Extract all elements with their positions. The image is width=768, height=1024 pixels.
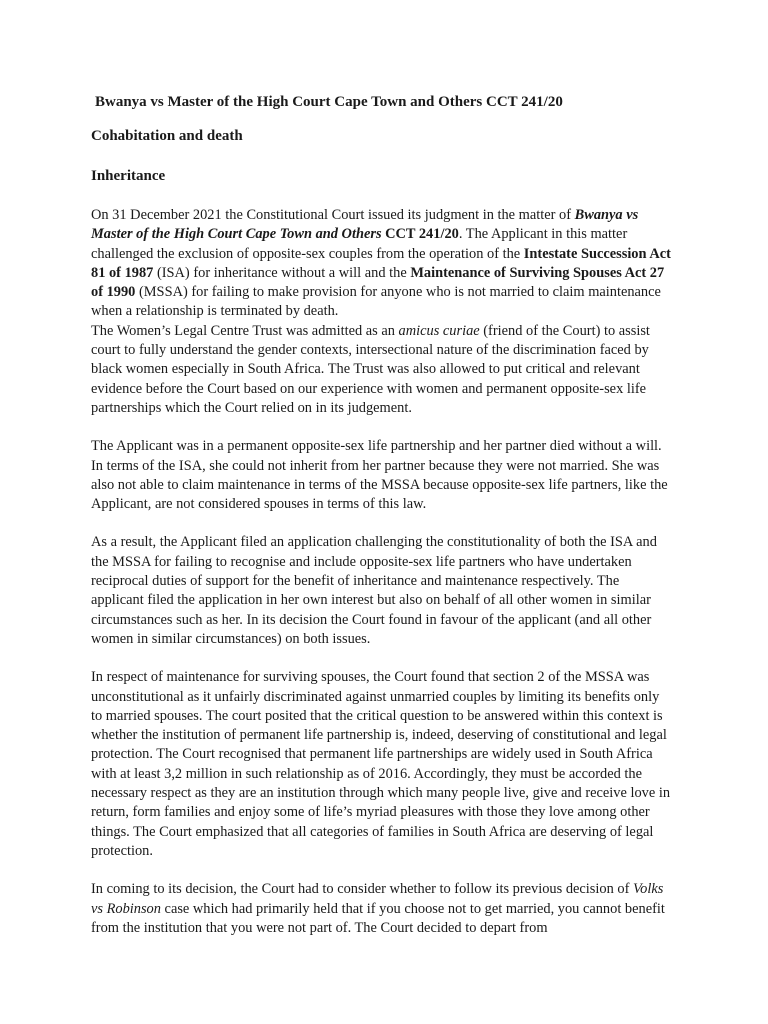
paragraph-amicus [91,322,671,418]
paragraph-judgment-intro [91,206,671,322]
text-run: In coming to its decision, the Court had to consider whether to follow its previous decision of [91,881,633,898]
volks-case-name: Volks vs Robinson [91,881,664,917]
subheading-inheritance: Inheritance [91,168,166,184]
case-number: CCT 241/20 [381,226,459,243]
text-run: (MSSA) for failing to make provision for anyone who is not married to claim maintenance when a relationship is terminated by death. [91,284,661,320]
text-run: The Women’s Legal Centre Trust was admitted as an [91,322,399,339]
paragraph-maintenance: In respect of maintenance for surviving spouses, the Court found that section 2 of the MSSA was unconstitutional as it unfairly discriminated against unmarried couples by limiting its benefits only to married spouses. The court posited that the critical question to be answered within this context is whether the institution of permanent life partnership is, indeed, deserving of constitutional and legal protection. The Court recognised that permanent life partnerships are widely used in South Africa with at least 3,2 million in such relationship as of 2016. Accordingly, they must be accorded the necessary respect as they are an institution through which many people live, give and receive love in return, form families and enjoy some of life’s myriad pleasures with those they love among other things. The Court emphasized that all categories of families in South Africa are deserving of legal protection. [91,669,671,859]
paragraph-decision [91,880,671,938]
paragraph-application: As a result, the Applicant filed an application challenging the constitutionality of both the ISA and the MSSA for failing to recognise and include opposite-sex life partners who have undertaken reciprocal duties of support for the benefit of inheritance and maintenance respectively. The applicant filed the application in her own interest but also on behalf of all other women in similar circumstances such as her. In its decision the Court found in favour of the applicant (and all other women in similar circumstances) on both issues. [91,534,657,647]
isa-act-name: Intestate Succession Act 81 of 1987 [91,245,671,281]
subheading-cohabitation: Cohabitation and death [91,128,243,144]
text-run: case which had primarily held that if you choose not to get married, you cannot benefit from the institution that you were not part of. The Court decided to depart from [91,900,665,936]
paragraph-applicant: The Applicant was in a permanent opposite-sex life partnership and her partner died without a will. In terms of the ISA, she could not inherit from her partner because they were not married. She was also not able to claim maintenance in terms of the MSSA because opposite-sex life partners, like the Applicant, are not considered spouses in terms of this law. [91,438,668,513]
document-title: Bwanya vs Master of the High Court Cape Town and Others CCT 241/20 [95,94,563,110]
text-run: (ISA) for inheritance without a will and the [153,264,411,281]
text-run: (friend of the Court) to assist court to fully understand the gender contexts, intersectional nature of the discrimination faced by black women especially in South Africa. The Trust was also allowed to put critical and relevant evidence before the Court based on our experience with women and permanent opposite-sex life partnerships which the Court relied on in its judgement. [91,322,650,416]
mssa-act-name: Maintenance of Surviving Spouses Act 27 of 1990 [91,264,665,301]
text-run: On 31 December 2021 the Constitutional Court issued its judgment in the matter of [91,207,575,223]
amicus-term: amicus curiae [398,322,480,339]
case-name: Bwanya vs Master of the High Court Cape Town and Others [91,207,639,243]
text-run: . The Applicant in this matter challenged the exclusion of opposite-sex couples from the operation of the [91,226,628,262]
